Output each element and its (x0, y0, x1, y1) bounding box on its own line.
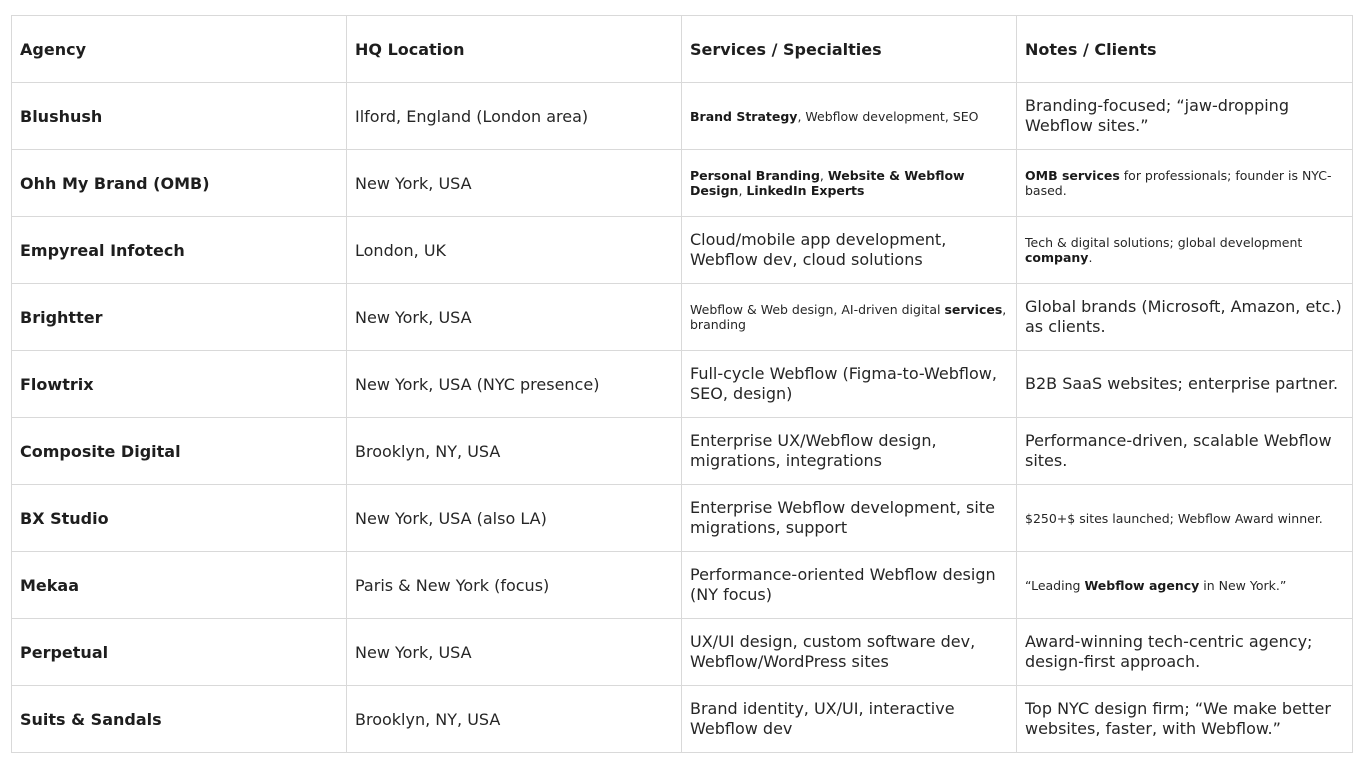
notes-cell (1017, 284, 1353, 351)
header-notes: Notes / Clients (1017, 16, 1353, 83)
notes-cell (1017, 552, 1353, 619)
text-segment: in New York.” (1199, 577, 1287, 593)
agency-name-cell: Perpetual (12, 619, 347, 686)
hq-location-cell: Ilford, England (London area) (347, 83, 682, 150)
agency-name-cell: Ohh My Brand (OMB) (12, 150, 347, 217)
text-segment: Full-cycle Webflow (Figma-to-Webflow, SEO, design) (690, 364, 997, 403)
text-segment: Enterprise UX/Webflow design, migrations, integrations (690, 431, 937, 470)
header-services: Services / Specialties (682, 16, 1017, 83)
text-segment: Cloud/mobile app development, Webflow dev, cloud solutions (690, 230, 947, 269)
hq-location-cell: New York, USA (347, 619, 682, 686)
notes-cell (1017, 83, 1353, 150)
text-segment: , (738, 183, 747, 198)
text-segment: , branding (690, 302, 1007, 332)
text-segment: Tech & digital solutions; global development (1025, 235, 1303, 250)
text-segment: , Webflow development, SEO (797, 108, 979, 124)
agency-comparison-table (11, 15, 1353, 753)
services-cell (682, 686, 1017, 753)
services-cell (682, 485, 1017, 552)
table-row (12, 150, 1353, 217)
text-segment: Performance-driven, scalable Webflow sites. (1025, 431, 1332, 470)
hq-location-cell: New York, USA (347, 150, 682, 217)
agency-name-cell: Composite Digital (12, 418, 347, 485)
agency-name-cell: Empyreal Infotech (12, 217, 347, 284)
bold-text: Website & Webflow Design (690, 168, 965, 198)
notes-cell (1017, 150, 1353, 217)
text-segment: Webflow & Web design, AI-driven digital (690, 302, 945, 317)
text-segment: , (819, 168, 828, 183)
services-cell (682, 150, 1017, 217)
services-cell (682, 351, 1017, 418)
bold-text: services (944, 302, 1003, 317)
services-cell (682, 284, 1017, 351)
agency-name-cell: BX Studio (12, 485, 347, 552)
notes-cell (1017, 485, 1353, 552)
services-cell (682, 418, 1017, 485)
agency-name-cell: Brightter (12, 284, 347, 351)
notes-cell (1017, 619, 1353, 686)
agency-name-cell: Flowtrix (12, 351, 347, 418)
text-segment: Enterprise Webflow development, site migrations, support (690, 498, 995, 537)
hq-location-cell: New York, USA (also LA) (347, 485, 682, 552)
text-segment: Global brands (Microsoft, Amazon, etc.) as clients. (1025, 297, 1342, 336)
services-cell (682, 217, 1017, 284)
bold-text: Webflow agency (1084, 577, 1200, 593)
header-hq-location: HQ Location (347, 16, 682, 83)
text-segment: Branding-focused; “jaw-dropping Webflow sites.” (1025, 96, 1289, 135)
table-row (12, 217, 1353, 284)
text-segment: for professionals; founder is NYC-based. (1025, 168, 1332, 198)
header-row (12, 16, 1353, 83)
table-row (12, 83, 1353, 150)
text-segment: . (1088, 250, 1093, 265)
hq-location-cell: New York, USA (NYC presence) (347, 351, 682, 418)
text-segment: Top NYC design firm; “We make better websites, faster, with Webflow.” (1025, 699, 1331, 738)
text-segment: Performance-oriented Webflow design (NY focus) (690, 565, 996, 604)
agency-name-cell: Mekaa (12, 552, 347, 619)
text-segment: Award-winning tech-centric agency; design-first approach. (1025, 632, 1313, 671)
text-segment: B2B SaaS websites; enterprise partner. (1025, 374, 1339, 393)
table-row (12, 552, 1353, 619)
table-body (12, 83, 1353, 753)
bold-text: LinkedIn Experts (746, 183, 865, 198)
bold-text: company (1025, 250, 1089, 265)
table-row (12, 418, 1353, 485)
table-header (12, 16, 1353, 83)
hq-location-cell: Paris & New York (focus) (347, 552, 682, 619)
hq-location-cell: London, UK (347, 217, 682, 284)
services-cell (682, 552, 1017, 619)
hq-location-cell: New York, USA (347, 284, 682, 351)
notes-cell (1017, 351, 1353, 418)
table-row (12, 619, 1353, 686)
bold-text: OMB services (1025, 168, 1120, 183)
notes-cell (1017, 418, 1353, 485)
header-agency: Agency (12, 16, 347, 83)
services-cell (682, 619, 1017, 686)
agency-name-cell: Blushush (12, 83, 347, 150)
text-segment: $250+$ sites launched; Webflow Award winner. (1025, 510, 1323, 526)
table-row (12, 351, 1353, 418)
table-row (12, 485, 1353, 552)
text-segment: UX/UI design, custom software dev, Webflow/WordPress sites (690, 632, 976, 671)
table-row (12, 284, 1353, 351)
agency-name-cell: Suits & Sandals (12, 686, 347, 753)
table-row (12, 686, 1353, 753)
bold-text: Personal Branding (690, 168, 820, 183)
text-segment: Brand identity, UX/UI, interactive Webflow dev (690, 699, 955, 738)
notes-cell (1017, 217, 1353, 284)
bold-text: Brand Strategy (690, 108, 798, 124)
hq-location-cell: Brooklyn, NY, USA (347, 686, 682, 753)
text-segment: “Leading (1025, 577, 1085, 593)
services-cell (682, 83, 1017, 150)
notes-cell (1017, 686, 1353, 753)
hq-location-cell: Brooklyn, NY, USA (347, 418, 682, 485)
